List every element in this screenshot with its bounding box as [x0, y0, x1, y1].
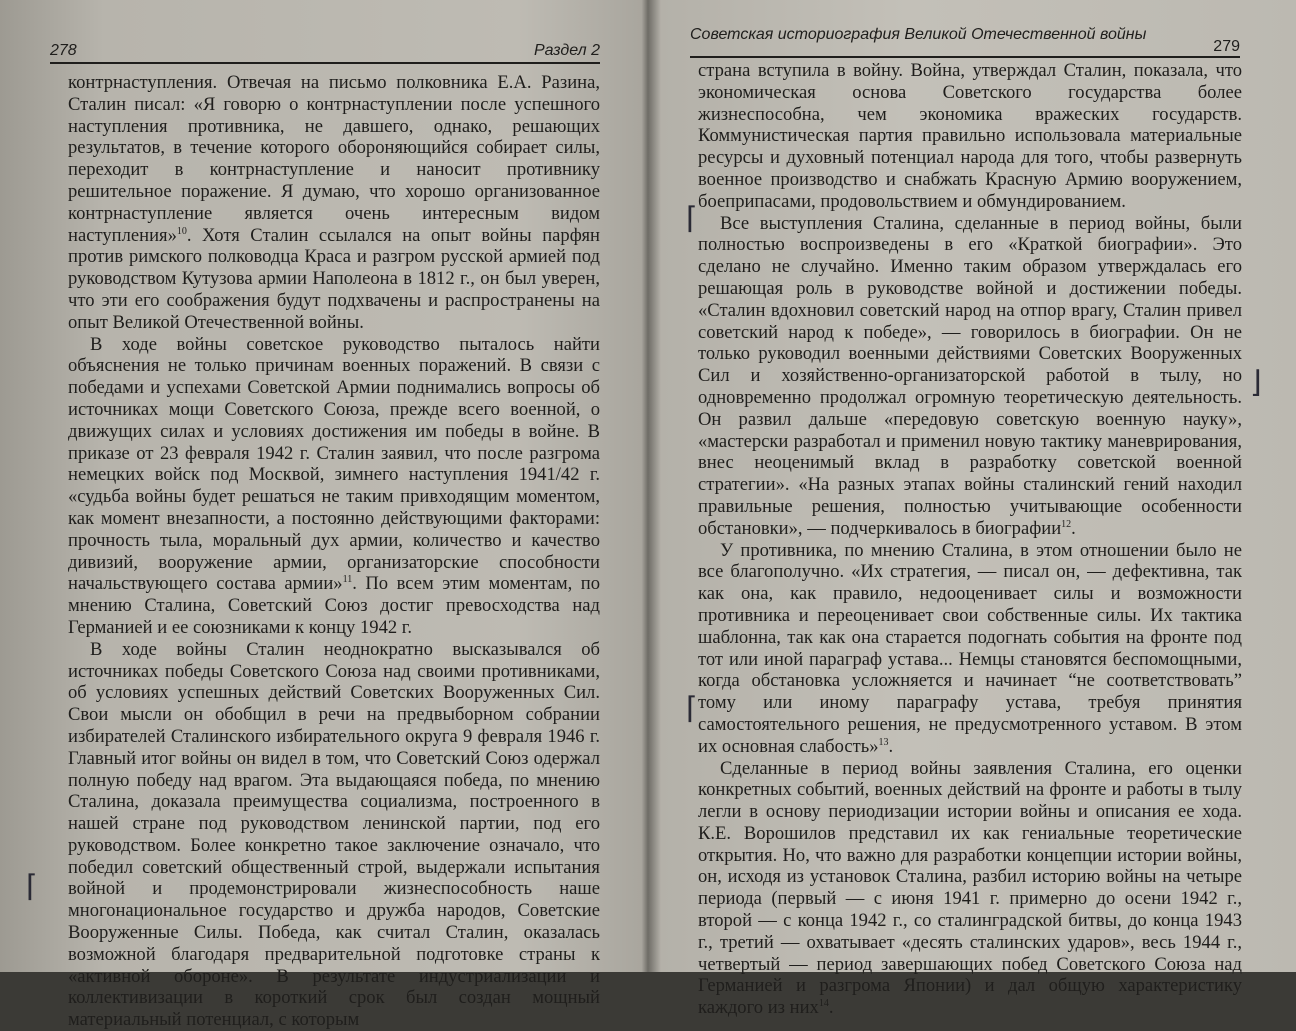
page-number: 278: [50, 42, 77, 59]
pencil-bracket-mark: ⌈: [26, 869, 38, 904]
section-title: Раздел 2: [533, 42, 600, 59]
footnote-ref: 12: [1061, 518, 1072, 530]
footnote-ref: 11: [342, 574, 353, 586]
section-title: Советская историография Великой Отечественной войны: [690, 26, 1147, 43]
paragraph: Все выступления Сталина, сделанные в период войны, были полностью воспроизведены в его «Краткой биографии». Это сделано не случайно. Именно таким образом утверждалась его решающая роль в руководстве войной и достижении победы. «Сталин вдохновил советский народ на отпор врагу, Сталин привел советский народ к победе», — говорилось в биографии. Он не только руководил военными действиями Советских Вооруженных Сил и хозяйственно-организаторской работой в тылу, но одновременно продолжал огромную теоретическую деятельность. Он развил дальше «передовую советскую военную науку», «мастерски разработал и применил новую тактику маневрирования, внес неоценимый вклад в разработку советской военной стратегии». «На разных этапах войны сталинский гений находил правильные решения, полностью учитывающие особенности обстановки», — подчеркивалось в биографии$^{12}$.: [698, 212, 1242, 539]
pencil-bracket-mark: ⌋: [1250, 365, 1262, 400]
paragraph: У противника, по мнению Сталина, в этом отношении было не все благополучно. «Их стратегия, — писал он, — дефективна, так как она, как правило, недооценивает силы и возможности противника и переоценивает свои собственные силы. Их тактика шаблонна, так как она старается подогнать события на фронте под тот или иной параграф устава... Немцы становятся беспомощными, когда обстановка усложняется и начинает “не соответствовать” тому или иному параграфу устава, требуя принятия самостоятельного решения, не предусмотренного уставом. В этом их основная слабость»$^{13}$.: [698, 539, 1242, 757]
running-head-left: [50, 40, 600, 64]
body-text: [698, 60, 1242, 1019]
header-rule: [690, 56, 1240, 58]
paragraph: Сделанные в период войны заявления Сталина, его оценки конкретных событий, военных действий на фронте и работы в тылу легли в основу периодизации истории войны и описания ее хода. К.Е. Ворошилов представил их как гениальные теоретические открытия. Но, что важно для разработки концепции истории войны, он, исходя из установок Сталина, разбил историю войны на четыре периода (первый — с июня 1941 г. примерно до осени 1942 г., второй — с конца 1942 г., со сталинградской битвы, до конца 1943 г., третий — охватывает «десять сталинских ударов», весь 1944 г., четвертый — период завершающих побед Советского Союза над Германией и разгрома Японии) и дал общую характеристику каждого из них$^{14}$.: [698, 757, 1242, 1019]
running-head-right: [690, 22, 1240, 58]
body-text: [68, 72, 600, 1031]
footnote-ref: 14: [818, 998, 829, 1010]
page-number: 279: [1213, 38, 1240, 55]
right-page: [660, 0, 1270, 1019]
header-rule: [50, 62, 600, 64]
paragraph: В ходе войны советское руководство пыталось найти объяснения не только причинам военных поражений. В связи с победами и успехами Советской Армии поднимались вопросы об источниках мощи Советского Союза, прежде всего военной, о движущих силах и условиях достижения им победы в войне. В приказе от 23 февраля 1942 г. Сталин заявил, что после разгрома немецких войск под Москвой, зимнего наступления 1941/42 г. «судьба войны будет решаться не таким привходящим моментом, как момент внезапности, а постоянно действующими факторами: прочность тыла, моральный дух армии, количество и качество дивизий, вооружение армии, организаторские способности начальствующего состава армии»$^{11}$. По всем этим моментам, по мнению Сталина, Советский Союз достиг превосходства над Германией и ее союзниками к концу 1942 г.: [68, 333, 600, 638]
paragraph: контрнаступления. Отвечая на письмо полковника Е.А. Разина, Сталин писал: «Я говорю о контрнаступлении после успешного наступления противника, не давшего, однако, решающих результатов, в течение которого обороняющийся собирает силы, переходит в контрнаступление и наносит противнику решительное поражение. Я думаю, что хорошо организованное контрнаступление является очень интересным видом наступления»$^{10}$. Хотя Сталин ссылался на опыт войны парфян против римского полководца Краса и разгром русской армией под руководством Кутузова армии Наполеона в 1812 г., он был уверен, что эти его соображения будут подхвачены и распространены на опыт Великой Отечественной войны.: [68, 72, 600, 333]
footnote-ref: 10: [176, 225, 187, 237]
pencil-bracket-mark: ⌈: [686, 201, 698, 236]
pencil-bracket-mark: ⌈: [686, 691, 698, 726]
footnote-ref: 13: [878, 736, 889, 748]
paragraph: В ходе войны Сталин неоднократно высказывался об источниках победы Советского Союза над своими противниками, об условиях успешных действий Советских Вооруженных Сил. Свои мысли он обобщил в речи на предвыборном собрании избирателей Сталинского избирательного округа 9 февраля 1946 г. Главный итог войны он видел в том, что Советский Союз одержал полную победу над врагом. Эта выдающаяся победа, по мнению Сталина, доказала преимущества социализма, построенного в нашей стране под руководством ленинской партии, под его руководством. Более конкретно такое заключение означало, что победил советский общественный строй, выдержали испытания войной и продемонстрировали жизнеспособность наше многонациональное государство и дружба народов, Советские Вооруженные Силы. Победа, как считал Сталин, оказалась возможной благодаря предварительной подготовке страны к «активной обороне». В результате индустриализации и коллективизации в короткий срок был создан мощный материальный потенциал, с которым: [68, 638, 600, 1031]
paragraph: страна вступила в войну. Война, утверждал Сталин, показала, что экономическая основа Советского государства более жизнеспособна, чем экономика вражеских государств. Коммунистическая партия правильно использовала материальные ресурсы и духовный потенциал народа для того, чтобы развернуть военное производство и снабжать Красную Армию вооружением, боеприпасами, продовольствием и обмундированием.: [698, 60, 1242, 212]
left-page: [26, 0, 620, 1031]
